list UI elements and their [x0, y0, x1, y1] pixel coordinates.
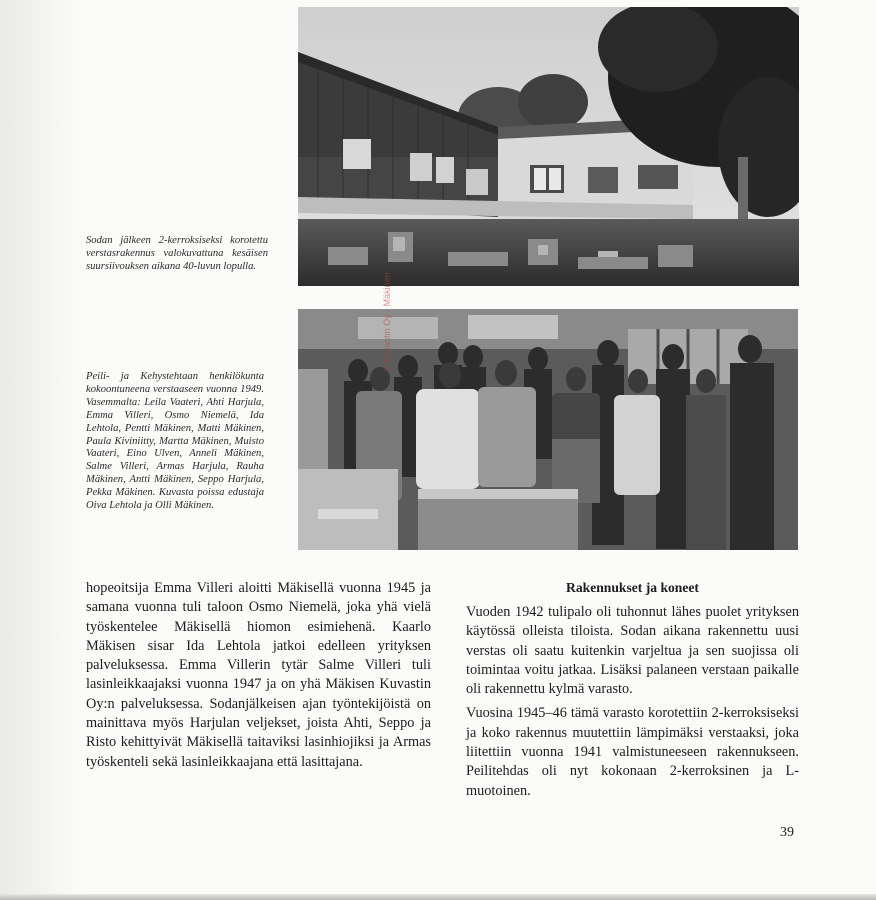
section-heading: Rakennukset ja koneet	[566, 580, 699, 595]
staff-photo-caption: Peili- ja Kehystehtaan henkilökunta kokoontuneena verstaaseen vuonna 1949. Vasemmalta: Leila Vaateri, Ahti Harjula, Emma Villeri, Osmo Niemelä, Ida Lehtola, Pentti Mäkinen, Matti Mäkinen, Paula Kiviniitty, Martta Mäkinen, Muisto Vaateri, Eino Ulven, Anneli Mäkinen, Salme Villeri, Armas Harjula, Rauha Mäkinen, Antti Mäkinen, Seppo Harjula, Pekka Mäkinen. Kuvasta poissa edustaja Oiva Lehtola ja Olli Mäkinen.	[86, 371, 264, 512]
left-column-paragraph: hopeoitsija Emma Villeri aloitti Mäkisellä vuonna 1945 ja samana vuonna tuli taloon Osmo Niemelä, joka yhä vielä työskentelee Mäkisellä hiomon esimiehenä. Kaarlo Mäkisen sisar Ida Lehtola jatkoi edelleen yrityksen palveluksessa. Emma Villerin tytär Salme Villeri tuli lasinleikkaajaksi vuonna 1947 ja on yhä Mäkisen Kuvastin Oy:n palveluksessa. Sodanjälkeisen ajan työntekijöistä on mainittava myös Harjulan veljekset, joista Ahti, Seppo ja Risto kehittyivät Mäkisellä taitaviksi lasinhiojiksi ja Armas työskenteli sekä lasinleikkaajana että lasittajana.	[86, 580, 431, 770]
staff-group-photo-illustration	[298, 309, 798, 550]
right-text-column	[466, 579, 799, 806]
building-photo-illustration	[298, 7, 799, 286]
page-bottom-edge	[0, 894, 876, 900]
page-number: 39	[780, 825, 794, 840]
right-column-paragraph-1: Vuoden 1942 tulipalo oli tuhonnut lähes puolet yrityksen käytössä olleista tiloista. Sodan aikana rakennettu uusi verstas oli saatu kuitenkin varjeltua ja sen suojissa oli toimintaa voitu jatkaa. Lisäksi palaneen verstaan paikalle oli rakennettu kylmä varasto.	[466, 604, 799, 698]
staff-group-photo	[298, 309, 798, 550]
image-watermark: © Kuvastin Oy · Mäkinen	[382, 272, 392, 372]
left-text-column	[86, 579, 431, 772]
right-column-paragraph-2: Vuosina 1945–46 tämä varasto korotettiin 2-kerroksiseksi ja koko rakennus muutettiin lämpimäksi verstaaksi, joka liitettiin vuonna 1941 valmistuneeseen rakennukseen. Peilitehdas oli nyt kokonaan 2-kerroksinen ja L-muotoinen.	[466, 705, 799, 799]
page-gutter-shadow	[0, 0, 84, 900]
building-photo	[298, 7, 799, 286]
building-photo-caption: Sodan jälkeen 2-kerroksiseksi korotettu verstasrakennus valokuvattuna kesäisen suursiivouksen aikana 40-luvun lopulla.	[86, 235, 268, 272]
